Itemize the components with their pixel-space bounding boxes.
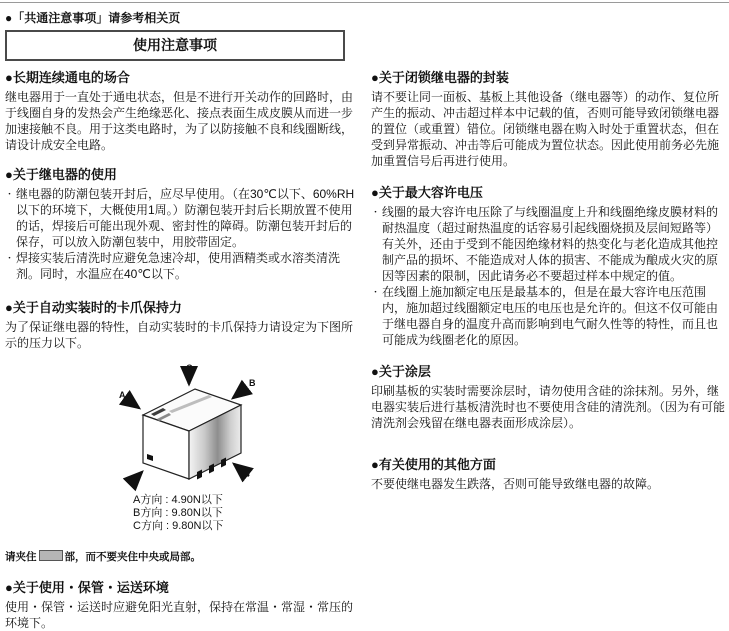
left-column bbox=[5, 70, 359, 631]
bullet-dot-icon: ・ bbox=[5, 189, 15, 199]
force-value-c: C方向 : 9.80N以下 bbox=[133, 520, 224, 532]
right-column bbox=[371, 70, 725, 631]
list-item-text: 继电器的防潮包装开封后，应尽早使用。（在30℃以下、60%RH以下的环境下，大概使用1周。）防潮包装开封后长期放置不使用的话，焊接后可能出现外观、密封性的障碍。防潮包装开封后的保存，可以放入防潮包装中，用胶带固定。 bbox=[16, 187, 355, 249]
top-divider bbox=[0, 2, 729, 3]
section-heading: ●关于自动实装时的卡爪保持力 bbox=[5, 300, 182, 315]
force-value-a: A方向 : 4.90N以下 bbox=[133, 494, 223, 506]
two-column-layout bbox=[5, 70, 725, 631]
arrow-a-icon bbox=[128, 400, 139, 408]
clamp-note bbox=[5, 549, 359, 564]
clamp-area-box-icon bbox=[39, 550, 63, 561]
section-body: 继电器用于一直处于通电状态，但是不进行开关动作的回路时，由于线圈自身的发热会产生绝缘恶化、接点表面生成皮膜从而进一步加速接触不良。用于这类电路时，为了以防接触不良和线圈断线，请设计成安全电路。 bbox=[5, 90, 354, 152]
list-item bbox=[371, 204, 725, 284]
list-item-text: 在线圈上施加额定电压是最基本的，但是在最大容许电压范围内，施加超过线圈额定电压的电压也是允许的。但这不仅可能由于继电器自身的温度升高而影响到电气耐久性等的特性，而且也可能成为线圈老化的原因。 bbox=[382, 285, 719, 347]
bullet-dot-icon: ・ bbox=[371, 207, 381, 217]
section-relay-usage bbox=[5, 167, 359, 282]
clamp-note-prefix: 请夹住 bbox=[5, 551, 37, 563]
common-precautions-note: ●「共通注意事项」请参考相关页 bbox=[5, 11, 181, 25]
list-item-text: 焊接实装后清洗时应避免急速冷却，使用酒精类或水溶类清洗剂。同时，水温应在40℃以下。 bbox=[16, 251, 341, 281]
section-body: 为了保证继电器的特性，自动实装时的卡爪保持力请设定为下图所示的压力以下。 bbox=[5, 320, 354, 350]
section-heading: ●关于继电器的使用 bbox=[5, 167, 117, 182]
section-heading: ●关于最大容许电压 bbox=[371, 185, 483, 200]
bullet-dot-icon: ・ bbox=[5, 253, 15, 263]
arrow-bottom-left-icon bbox=[131, 472, 142, 483]
section-body: 使用・保管・运送时应避免阳光直射，保持在常温・常湿・常压的环境下。 bbox=[5, 600, 354, 630]
section-heading: ●有关使用的其他方面 bbox=[371, 457, 496, 472]
section-coating bbox=[371, 364, 725, 431]
section-body: 请不要让同一面板、基板上其他设备（继电器等）的动作、复位所产生的振动、冲击超过样本中记载的值，否则可能导致闭锁继电器的置位（或重置）错位。闭锁继电器在购入时处于重置状态，但在受到异常振动、冲击等后可能成为置位状态。因此使用前务必先施加重置信号后再进行使用。 bbox=[371, 90, 720, 168]
force-value-b: B方向 : 9.80N以下 bbox=[133, 507, 223, 519]
section-continuous-energization bbox=[5, 70, 359, 153]
section-environment bbox=[5, 580, 359, 631]
arrow-b-icon bbox=[233, 388, 246, 398]
relay-diagram bbox=[109, 359, 359, 492]
section-heading: ●关于使用・保管・运送环境 bbox=[5, 580, 169, 595]
force-value-list bbox=[133, 494, 359, 533]
list-item bbox=[371, 284, 725, 348]
relay-clamp-diagram-icon bbox=[109, 359, 277, 487]
section-chuck-holding-force bbox=[5, 300, 359, 564]
list-item bbox=[5, 250, 359, 282]
direction-label-c: C bbox=[186, 363, 193, 373]
section-latching-relay bbox=[371, 70, 725, 169]
direction-label-b: B bbox=[249, 378, 256, 388]
direction-label-a: A bbox=[119, 390, 126, 400]
bullet-dot-icon: ・ bbox=[371, 287, 381, 297]
section-body: 不要使继电器发生跌落，否则可能导致继电器的故障。 bbox=[371, 477, 660, 491]
clamp-note-suffix: 部，而不要夹住中央或局部。 bbox=[64, 551, 201, 563]
section-other-usage bbox=[371, 457, 725, 492]
section-heading: ●关于涂层 bbox=[371, 364, 431, 379]
section-heading: ●长期连续通电的场合 bbox=[5, 70, 130, 85]
section-heading: ●关于闭锁继电器的封装 bbox=[371, 70, 509, 85]
arrow-bottom-right-icon bbox=[234, 464, 249, 476]
list-item bbox=[5, 186, 359, 250]
page-title: 使用注意事项 bbox=[5, 30, 345, 61]
section-body: 印刷基板的实装时需要涂层时，请勿使用含硅的涂抹剂。另外，继电器实装后进行基板清洗时也不要使用含硅的清洗剂。（因为有可能清洗剂会残留在继电器表面形成涂层）。 bbox=[371, 384, 726, 430]
section-max-allowable-voltage bbox=[371, 185, 725, 348]
list-item-text: 线圈的最大容许电压除了与线圈温度上升和线圈绝缘皮膜材料的耐热温度（超过耐热温度的话容易引起线圈烧损及层间短路等）有关外，还由于受到不能因绝缘材料的热变化与老化造成其他控制产品的损坏、不能造成对人体的损害、不能成为酿成火灾的原因等因素的限制，因此请务必不要超过样本中规定的值。 bbox=[382, 205, 719, 283]
